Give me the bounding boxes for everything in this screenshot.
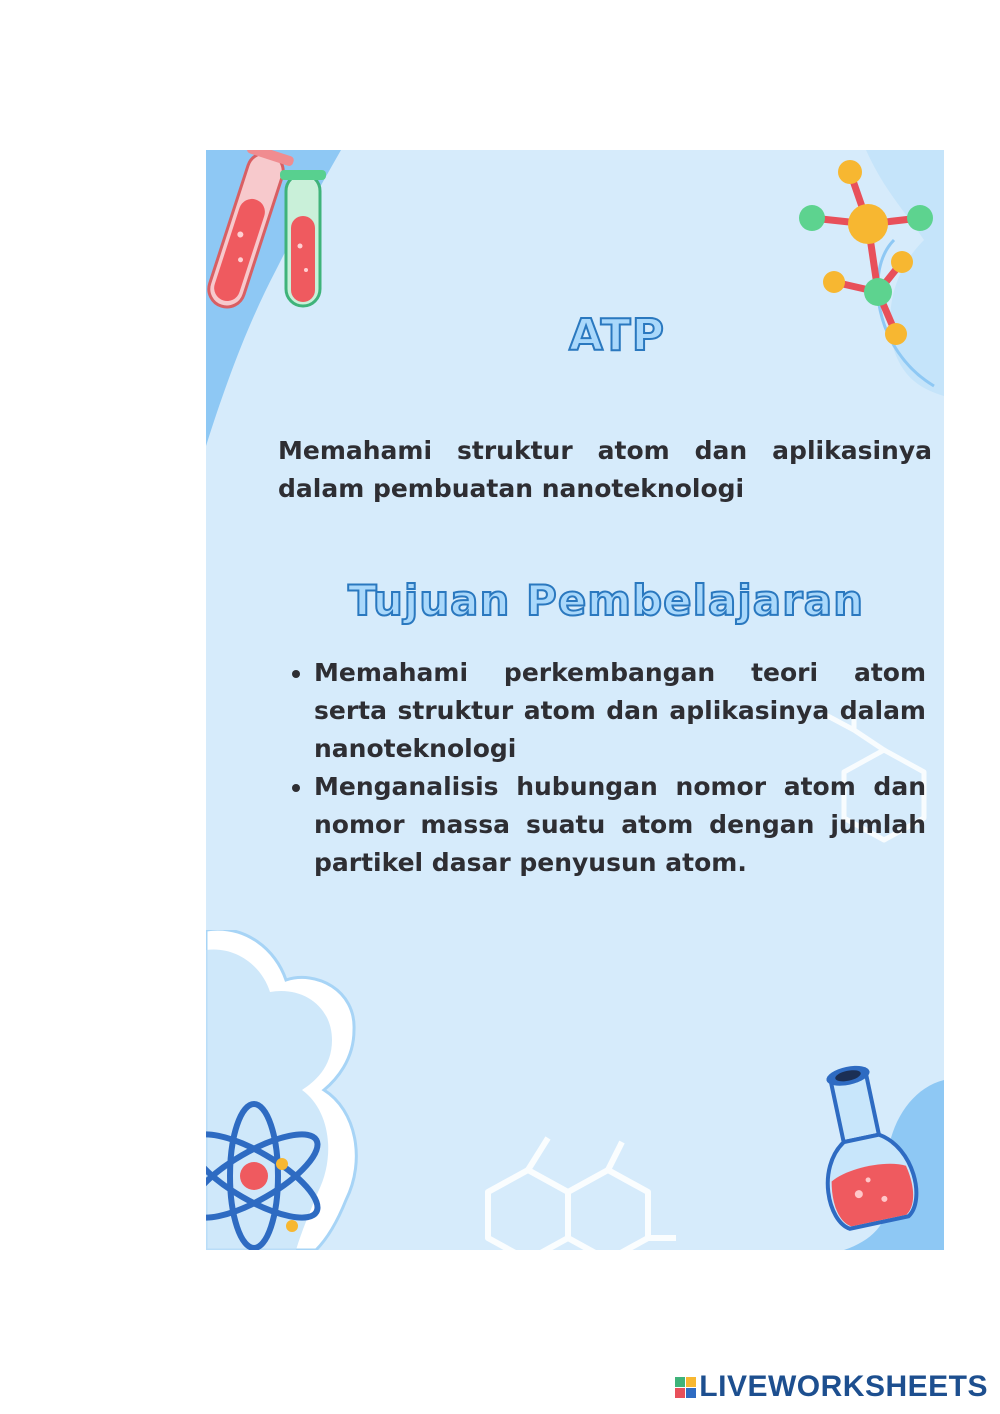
objectives-list <box>290 654 926 882</box>
atp-heading: ATP <box>569 310 665 361</box>
brand-name: LIVEWORKSHEETS <box>699 1370 988 1403</box>
atom-icon <box>206 930 406 1250</box>
list-item: • Menganalisis hubungan nomor atom dan nomor massa suatu atom dengan jumlah partikel dasar penyusun atom. <box>314 768 926 882</box>
test-tubes-icon <box>206 150 356 450</box>
worksheet-card <box>206 150 944 1250</box>
molecule-icon <box>794 150 944 410</box>
hexagon-structure-icon <box>476 1130 676 1250</box>
liveworksheets-logo-icon <box>675 1377 696 1398</box>
flask-icon <box>804 1050 944 1250</box>
list-item: • Memahami perkembangan teori atom serta struktur atom dan aplikasinya dalam nanoteknologi <box>314 654 926 768</box>
objectives-heading: Tujuan Pembelajaran <box>347 576 865 625</box>
atp-description: Memahami struktur atom dan aplikasinya dalam pembuatan nanoteknologi <box>278 436 932 503</box>
brand-footer <box>675 1370 988 1404</box>
